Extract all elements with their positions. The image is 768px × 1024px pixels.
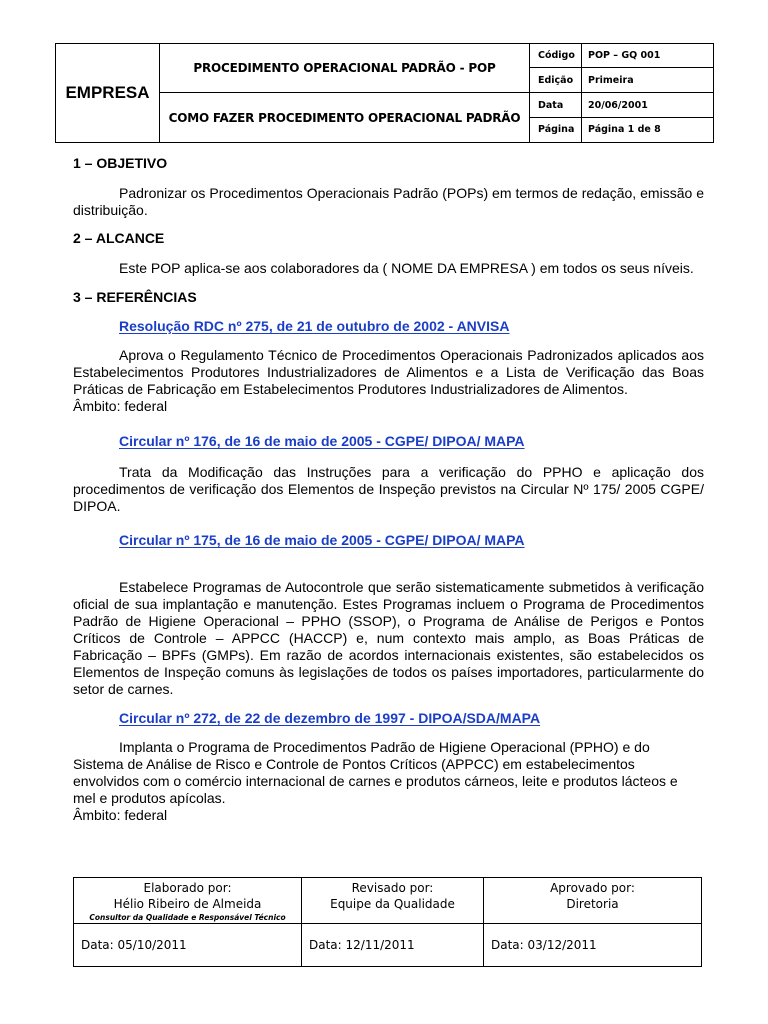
doc-type: PROCEDIMENTO OPERACIONAL PADRÃO - POP xyxy=(160,44,530,93)
section-heading-alcance: 2 – ALCANCE xyxy=(73,230,165,246)
revisado-label: Revisado por: xyxy=(351,881,434,895)
objetivo-text: Padronizar os Procedimentos Operacionais Padrão (POPs) em termos de redação, emissão e distribuição. xyxy=(73,185,704,218)
meta-value-codigo: POP – GQ 001 xyxy=(582,44,714,68)
elaborado-role: Consultor da Qualidade e Responsável Técnico xyxy=(89,913,286,922)
reference-scope-circular-272: Âmbito: federal xyxy=(73,807,168,823)
reference-text-circular-176: Trata da Modificação das Instruções para a verificação do PPHO e aplicação dos procedimentos de verificação dos Elementos de Inspeção previstos na Circular Nº 175/ 2005 CGPE/ DIPOA. xyxy=(73,464,704,514)
reference-scope-rdc-275: Âmbito: federal xyxy=(73,398,168,414)
elaborado-name: Hélio Ribeiro de Almeida xyxy=(113,897,262,911)
meta-value-data: 20/06/2001 xyxy=(582,93,714,117)
revisado-cell xyxy=(302,878,484,924)
reference-text-circular-175: Estabelece Programas de Autocontrole que serão sistematicamente submetidos à verificação oficial de sua implantação e manutenção. Estes Programas incluem o Programa de Procedimentos Padrão de Higiene Operacional – PPHO (SSOP), o Programa de Análise de Perigos e Pontos Críticos de Controle – APPCC (HACCP) e, num contexto mais amplo, as Boas Práticas de Fabricação – BPFs (GMPs). Em razão de acordos internacionais existentes, são estabelecidos os Elementos de Inspeção comuns às legislações de todos os países importadores, particularmente do setor de carnes. xyxy=(73,579,704,697)
aprovado-cell xyxy=(484,878,702,924)
doc-title: COMO FAZER PROCEDIMENTO OPERACIONAL PADRÃO xyxy=(160,93,530,143)
elaborado-label: Elaborado por: xyxy=(143,881,232,895)
alcance-text: Este POP aplica-se aos colaboradores da ( NOME DA EMPRESA ) em todos os seus níveis. xyxy=(119,260,694,276)
revisado-name: Equipe da Qualidade xyxy=(330,897,455,911)
aprovado-date: Data: 03/12/2011 xyxy=(484,924,702,967)
aprovado-name: Diretoria xyxy=(566,897,619,911)
elaborado-cell xyxy=(74,878,302,924)
section-heading-referencias: 3 – REFERÊNCIAS xyxy=(73,289,197,305)
approval-table xyxy=(73,877,702,967)
meta-label-edicao: Edição xyxy=(530,68,582,93)
document-body xyxy=(73,155,704,824)
reference-link-circular-175[interactable]: Circular nº 175, de 16 de maio de 2005 - CGPE/ DIPOA/ MAPA xyxy=(119,532,525,548)
meta-label-data: Data xyxy=(530,93,582,117)
elaborado-date: Data: 05/10/2011 xyxy=(74,924,302,967)
reference-text-rdc-275: Aprova o Regulamento Técnico de Procedimentos Operacionais Padronizados aplicados aos Estabelecimentos Produtores Industrializadores de Alimentos e a Lista de Verificação das Boas Práticas de Fabricação em Estabelecimentos Produtores Industrializadores de Alimentos. xyxy=(73,347,704,397)
reference-link-circular-272[interactable]: Circular nº 272, de 22 de dezembro de 1997 - DIPOA/SDA/MAPA xyxy=(119,710,541,726)
meta-value-edicao: Primeira xyxy=(582,68,714,93)
reference-link-circular-176[interactable]: Circular nº 176, de 16 de maio de 2005 - CGPE/ DIPOA/ MAPA xyxy=(119,433,525,449)
company-name: EMPRESA xyxy=(56,44,160,143)
revisado-date: Data: 12/11/2011 xyxy=(302,924,484,967)
aprovado-label: Aprovado por: xyxy=(550,881,635,895)
reference-link-rdc-275[interactable]: Resolução RDC nº 275, de 21 de outubro de 2002 - ANVISA xyxy=(119,318,510,334)
meta-value-pagina: Página 1 de 8 xyxy=(582,117,714,142)
meta-label-codigo: Código xyxy=(530,44,582,68)
meta-label-pagina: Página xyxy=(530,117,582,142)
document-header xyxy=(55,43,714,143)
reference-text-circular-272: Implanta o Programa de Procedimentos Padrão de Higiene Operacional (PPHO) e do Sistema de Análise de Risco e Controle de Pontos Críticos (APPCC) em estabelecimentos envolvidos com o comércio internacional de carnes e produtos cárneos, leite e produtos lácteos e mel e produtos apícolas. xyxy=(73,739,678,806)
section-heading-objetivo: 1 – OBJETIVO xyxy=(73,155,168,171)
